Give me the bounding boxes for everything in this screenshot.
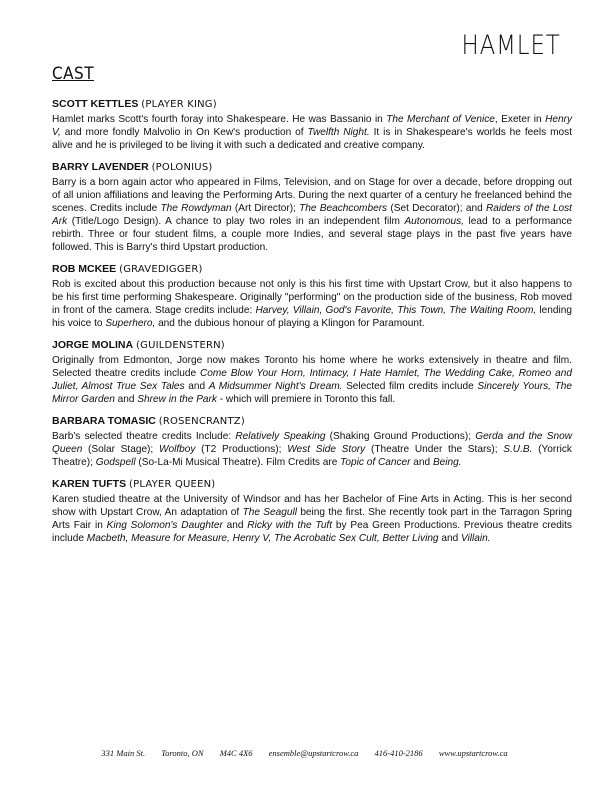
actor-name: KAREN TUFTS: [52, 478, 127, 490]
section-heading: CAST: [52, 64, 95, 84]
bio-text: and: [438, 533, 461, 544]
bio-title-text: Superhero,: [105, 318, 156, 329]
bio-title-text: Sincerely Yours, The Mirror Garden: [52, 381, 573, 405]
page-title: HAMLET: [461, 30, 561, 61]
cast-entry: [52, 338, 572, 406]
bio-text: Barry is a born again actor who appeared in Films, Television, and on Stage for over a decade, before dropping out of all union affiliations and leaving the Performing Arts. During the next quarter of a century he freelanced behind the scenes. Credits include: [52, 177, 572, 214]
actor-bio: [52, 278, 572, 330]
actor-name: BARRY LAVENDER: [52, 161, 149, 173]
bio-title-text: Gerda and the Snow Queen: [52, 431, 572, 455]
bio-text: and: [410, 457, 433, 468]
footer-website[interactable]: www.upstartcrow.ca: [438, 748, 508, 758]
role-name: (PLAYER QUEEN): [129, 479, 216, 490]
bio-text: (Set Decorator); and: [387, 203, 486, 214]
bio-text: (Art Director);: [231, 203, 300, 214]
actor-bio: [52, 354, 572, 406]
bio-title-text: A Midsummer Night's Dream.: [208, 381, 343, 392]
footer-address: 331 Main St.: [101, 748, 146, 758]
bio-title-text: The Seagull: [242, 507, 297, 518]
bio-text: by Pea Green Productions. Previous theatre credits include: [52, 520, 572, 544]
bio-title-text: Being.: [432, 457, 462, 468]
bio-text: (Theatre Under the Stars);: [365, 444, 504, 455]
bio-title-text: Harvey, Villain, God's Favorite, This Town, The Waiting Room,: [255, 305, 537, 316]
bio-title-text: Henry V,: [52, 114, 572, 138]
bio-text: (Shaking Ground Productions);: [325, 431, 476, 442]
actor-bio: [52, 430, 572, 469]
bio-text: lead to a performance rebirth. Three or four student films, a couple more Indies, and several stage plays in the past five years have followed. This is Barry's third Upstart production.: [52, 216, 572, 253]
bio-title-text: S.U.B.: [503, 444, 533, 455]
bio-text: and: [222, 520, 248, 531]
bio-text: and: [184, 381, 209, 392]
footer-postal: M4C 4X6: [219, 748, 253, 758]
bio-title-text: West Side Story: [287, 444, 366, 455]
role-name: (GUILDENSTERN): [136, 340, 225, 351]
bio-text: Karen studied theatre at the University of Windsor and has her Bachelor of Fine Arts in Acting. This is her second show with Upstart Crow, An adaptation of: [52, 494, 572, 518]
role-name: (PLAYER KING): [141, 99, 217, 110]
bio-title-text: Macbeth, Measure for Measure, Henry V, The Acrobatic Sex Cult, Better Living: [86, 533, 439, 544]
cast-entry: [52, 414, 572, 469]
actor-bio: [52, 113, 572, 152]
bio-title-text: Raiders of the Lost Ark: [52, 203, 572, 227]
bio-title-text: The Rowdyman: [160, 203, 232, 214]
bio-text: and more fondly Malvolio in On Kew's production of: [60, 127, 308, 138]
cast-entry: [52, 97, 572, 152]
role-name: (GRAVEDIGGER): [119, 264, 203, 275]
actor-name: JORGE MOLINA: [52, 339, 134, 351]
bio-text: lending his voice to: [52, 305, 572, 329]
bio-text: Selected film credits include: [342, 381, 478, 392]
bio-text: being the first. She recently took part in the Tarragon Spring Arts Fair in: [52, 507, 572, 531]
actor-name: ROB MCKEE: [52, 263, 117, 275]
footer-phone: 416-410-2186: [374, 748, 423, 758]
actor-bio: [52, 493, 572, 545]
bio-text: (Solar Stage);: [82, 444, 159, 455]
bio-text: (Title/Logo Design). A chance to play two roles in an independent film: [67, 216, 405, 227]
role-name: (POLONIUS): [151, 162, 213, 173]
footer-city: Toronto, ON: [161, 748, 204, 758]
cast-entry: [52, 477, 572, 545]
footer-email[interactable]: ensemble@upstartcrow.ca: [268, 748, 359, 758]
actor-name: BARBARA TOMASIC: [52, 415, 156, 427]
bio-title-text: Godspell: [95, 457, 136, 468]
role-name: (ROSENCRANTZ): [158, 416, 245, 427]
bio-title-text: Autonomous,: [404, 216, 464, 227]
bio-text: Barb's selected theatre credits Include:: [52, 431, 236, 442]
bio-text: (T2 Productions);: [195, 444, 288, 455]
bio-title-text: Twelfth Night.: [307, 127, 370, 138]
bio-title-text: Shrew in the Park: [137, 394, 217, 405]
footer-contact: [0, 748, 609, 758]
bio-title-text: The Beachcombers: [299, 203, 388, 214]
bio-text: Hamlet marks Scott's fourth foray into Shakespeare. He was Bassanio in: [52, 114, 387, 125]
cast-entry: [52, 160, 572, 254]
bio-title-text: Topic of Cancer: [340, 457, 411, 468]
bio-title-text: The Merchant of Venice: [386, 114, 495, 125]
bio-title-text: Ricky with the Tuft: [247, 520, 333, 531]
bio-text: Originally from Edmonton, Jorge now makes Toronto his home where he works extensively in theatre and film. Selected theatre credits include: [52, 355, 572, 379]
bio-text: (So-La-Mi Musical Theatre). Film Credits are: [135, 457, 341, 468]
bio-text: (Yorrick Theatre);: [52, 444, 572, 468]
bio-text: It is in Shakespeare's worlds he feels most alive and he is privileged to be living it with such a dedicated and creative company.: [52, 127, 572, 151]
cast-list: [52, 97, 572, 553]
bio-title-text: Come Blow Your Horn, Intimacy, I Hate Hamlet, The Wedding Cake, Romeo and Juliet, Almost True Sex Tales: [52, 368, 572, 392]
bio-text: , Exeter in: [494, 114, 546, 125]
bio-title-text: King Solomon's Daughter: [106, 520, 223, 531]
bio-text: - which will premiere in Toronto this fall.: [216, 394, 396, 405]
bio-text: and: [114, 394, 138, 405]
bio-text: Rob is excited about this production because not only is this his first time with Upstart Crow, but it also happens to be his first time performing Shakespeare. Originally "performing" on the production side of the business, Rob moved in front of the camera. Stage credits include:: [52, 279, 572, 316]
cast-entry: [52, 262, 572, 330]
bio-title-text: Villain.: [461, 533, 491, 544]
actor-bio: [52, 176, 572, 254]
bio-title-text: Relatively Speaking: [235, 431, 326, 442]
bio-title-text: Wolfboy: [158, 444, 196, 455]
bio-text: and the dubious honour of playing a Klingon for Paramount.: [155, 318, 425, 329]
actor-name: SCOTT KETTLES: [52, 98, 139, 110]
